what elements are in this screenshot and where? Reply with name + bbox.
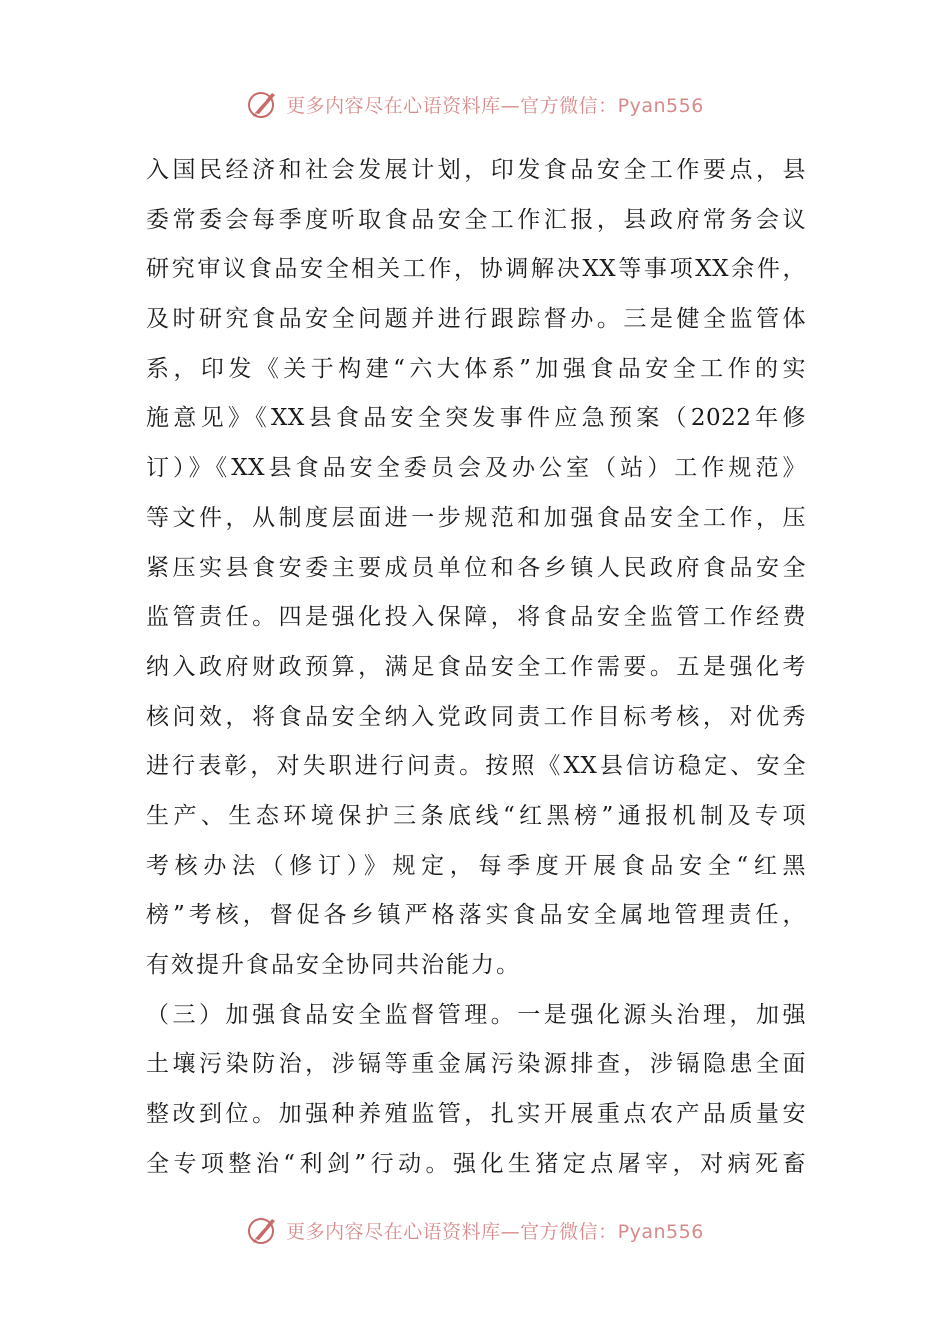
header-watermark-banner [0, 84, 950, 124]
text-line: 监管责任。四是强化投入保障，将食品安全监管工作经费 [146, 604, 806, 631]
document-body [146, 146, 806, 1189]
text-line: 及时研究食品安全问题并进行跟踪督办。三是健全监管体 [146, 306, 806, 333]
section-heading-line: （三）加强食品安全监督管理。一是强化源头治理，加强 [146, 1001, 806, 1028]
text-line: 订）》《XX县食品安全委员会及办公室（站）工作规范》 [146, 455, 806, 482]
text-line: 纳入政府财政预算，满足食品安全工作需要。五是强化考 [146, 653, 806, 680]
text-line: 榜”考核，督促各乡镇严格落实食品安全属地管理责任， [146, 902, 806, 929]
text-line: 紧压实县食安委主要成员单位和各乡镇人民政府食品安全 [146, 554, 806, 581]
text-line: 委常委会每季度听取食品安全工作汇报，县政府常务会议 [146, 206, 806, 233]
text-line: 系，印发《关于构建“六大体系”加强食品安全工作的实 [146, 355, 806, 382]
watermark-text: 更多内容尽在心语资料库—官方微信：Pyan556 [286, 1220, 704, 1243]
text-line: 全专项整治“利剑”行动。强化生猪定点屠宰，对病死畜 [146, 1150, 806, 1177]
footer-watermark-banner [0, 1210, 950, 1250]
quill-pen-circle-icon [246, 1213, 280, 1247]
text-line: 整改到位。加强种养殖监管，扎实开展重点农产品质量安 [146, 1101, 806, 1128]
text-line: 入国民经济和社会发展计划，印发食品安全工作要点，县 [146, 157, 806, 183]
text-line: 进行表彰，对失职进行问责。按照《XX县信访稳定、安全 [146, 753, 806, 780]
text-line: 研究审议食品安全相关工作，协调解决XX等事项XX余件， [146, 256, 806, 283]
text-line: 施意见》《XX县食品安全突发事件应急预案（2022年修 [146, 405, 806, 432]
text-line: 等文件，从制度层面进一步规范和加强食品安全工作，压 [146, 504, 806, 531]
quill-pen-circle-icon [246, 87, 280, 121]
watermark-text: 更多内容尽在心语资料库—官方微信：Pyan556 [286, 94, 704, 117]
text-line: 考核办法（修订）》规定，每季度开展食品安全“红黑 [146, 852, 806, 879]
text-line: 核问效，将食品安全纳入党政同责工作目标考核，对优秀 [146, 703, 806, 730]
text-line: 生产、生态环境保护三条底线“红黑榜”通报机制及专项 [146, 802, 806, 829]
text-line-paragraph-end: 有效提升食品安全协同共治能力。 [146, 952, 521, 978]
text-line: 土壤污染防治，涉镉等重金属污染源排查，涉镉隐患全面 [146, 1051, 806, 1078]
